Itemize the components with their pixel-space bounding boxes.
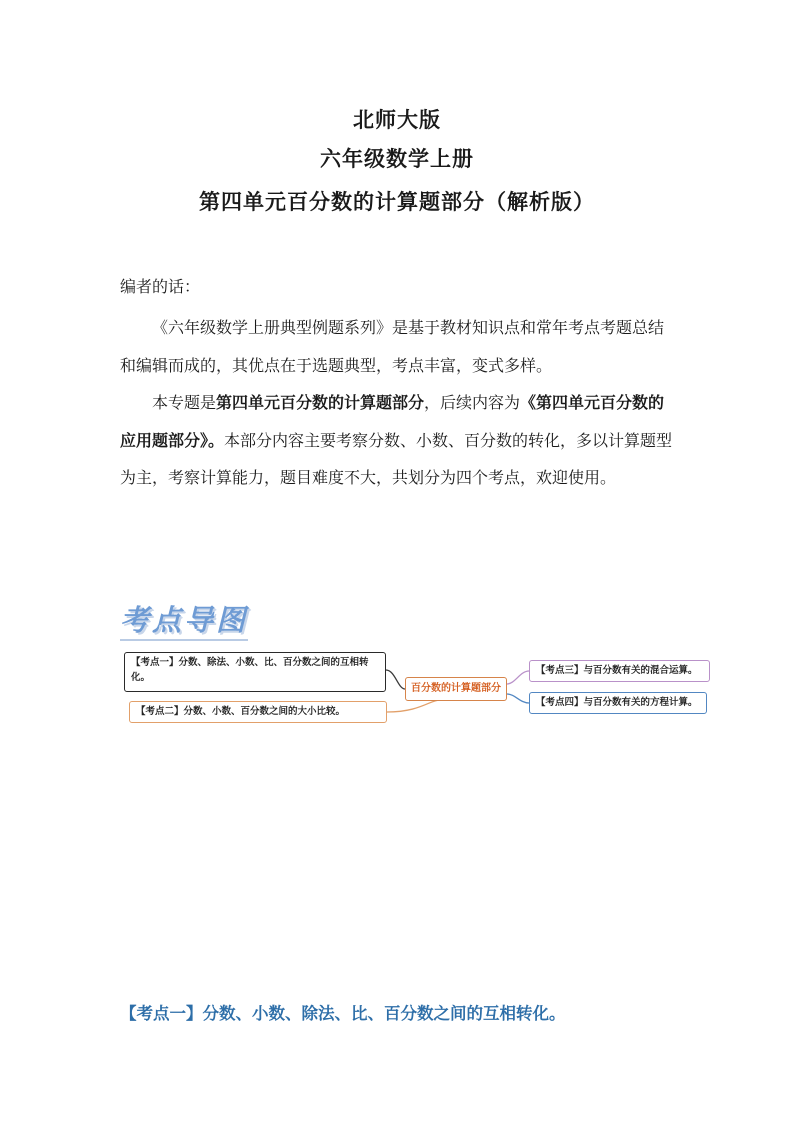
mindmap-center-node: 百分数的计算题部分 xyxy=(405,677,507,701)
title-grade: 六年级数学上册 xyxy=(320,147,474,171)
mindmap-node-topic-4: 【考点四】与百分数有关的方程计算。 xyxy=(529,692,707,714)
connector-node1 xyxy=(386,670,405,689)
mindmap-node-topic-1: 【考点一】分数、除法、小数、比、百分数之间的互相转化。 xyxy=(124,652,386,692)
p2-bold-topic: 第四单元百分数的计算题部分 xyxy=(216,393,425,412)
title-publisher: 北师大版 xyxy=(353,108,441,132)
title-unit: 第四单元百分数的计算题部分（解析版） xyxy=(199,190,595,214)
connector-node2 xyxy=(387,700,440,712)
p2-text-a: 本专题是 xyxy=(152,393,217,412)
mindmap-node-topic-2: 【考点二】分数、小数、百分数之间的大小比较。 xyxy=(129,701,387,723)
p2-text-c: ，后续内容为 xyxy=(424,393,521,412)
connector-node3 xyxy=(507,671,529,684)
editor-note-label: 编者的话： xyxy=(120,277,201,296)
mindmap-heading: 考点导图 xyxy=(120,598,248,639)
section-heading-topic-1: 【考点一】分数、小数、除法、比、百分数之间的互相转化。 xyxy=(120,1004,566,1023)
connector-node4 xyxy=(507,694,529,703)
p2-bold-next: 《第四单元百分数的应用题部分》。 xyxy=(120,393,665,450)
mindmap-node-topic-3: 【考点三】与百分数有关的混合运算。 xyxy=(529,660,710,682)
p2-text-e: 本部分内容主要考察分数、小数、百分数的转化，多以计算题型为主，考察计算能力，题目难度不大，共划分为四个考点，欢迎使用。 xyxy=(120,430,673,487)
editor-paragraph-2 xyxy=(120,384,676,497)
editor-paragraph-1: 《六年级数学上册典型例题系列》是基于教材知识点和常年考点考题总结和编辑而成的，其优点在于选题典型，考点丰富，变式多样。 xyxy=(120,318,665,375)
